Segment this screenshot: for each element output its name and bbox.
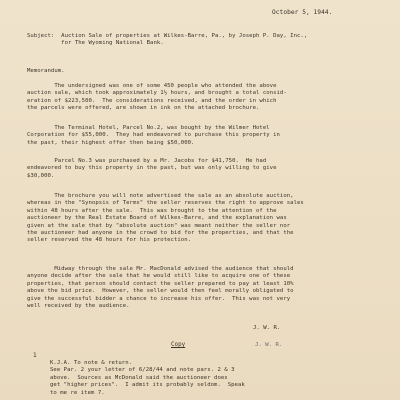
paragraph-4: The brochure you will note advertised the sale as an absolute auction, whereas in the "Synopsis of Terms" the seller reserves the right to approve sales within 48 hours after the sale. This was brought to the attention of the auctioneer by the Real Estate Board of Wilkes-Barre, and the explanation was given at the sale that by "absolute auction" was meant neither the seller nor the auctioneer had anyone in the crowd to bid for the properties, and that the seller reserved the 48 hours for his protection. — [27, 193, 304, 244]
salutation: Memorandum. — [27, 68, 65, 74]
note-number: 1 — [33, 352, 37, 359]
paragraph-1: The undersigned was one of some 450 people who attended the above auction sale, which took approximately 1½ hours, and brought a total consid- eration of $223,500. The considerations received, and the order in which the parcels were offered, are shown in ink on the attached brochure. — [27, 83, 287, 112]
document-date: October 5, 1944. — [272, 9, 333, 16]
signature-initials: J. W. R. — [253, 325, 281, 331]
copy-label: Copy — [171, 342, 186, 348]
subject-line: Subject: Auction Sale of properties at Wilkes-Barre, Pa., by Joseph P. Day, Inc., for The Wyoming National Bank. — [27, 33, 308, 47]
handwritten-note: K.J.A. To note & return. See Par. 2 your letter of 6/28/44 and note pars. 2 & 3 above. Sources as McDonald said the auctioneer does get "higher prices". I admit its probably seldom. Speak to me re item 7. — [50, 360, 245, 396]
paragraph-3: Parcel No.3 was purchased by a Mr. Jacobs for $41,750. He had endeavored to buy this property in the past, but was only willing to give $30,000. — [27, 158, 277, 179]
paragraph-2: The Terminal Hotel, Parcel No.2, was bought by the Wilmer Hotel Corporation for $55,000. They had endeavored to purchase this property in the past, their highest offer then being $50,000. — [27, 125, 280, 146]
paragraph-5: Midway through the sale Mr. MacDonald advised the audience that should anyone decide after the sale that he would still like to acquire one of these properties, that person should contact the seller prepared to pay at least 10% above the bid price. However, the seller would then feel morally obligated to give the successful bidder a chance to increase his offer. This was not very well received by the audience. — [27, 266, 294, 310]
copy-initials: J. W. R. — [255, 342, 283, 348]
